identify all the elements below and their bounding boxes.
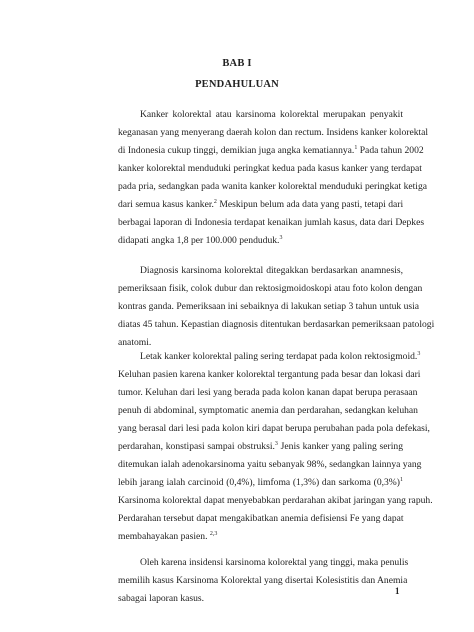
text-line: Letak kanker kolorektal paling sering terdapat pada kolon rektosigmoid.$^3$ xyxy=(140,351,421,362)
text-line: membahayakan pasien. $^{2,3}$ xyxy=(118,531,218,542)
text-line: ditemukan ialah adenokarsinoma yaitu sebanyak 98%, sedangkan lainnya yang xyxy=(118,459,422,470)
text-line: kontras ganda. Pemeriksaan ini sebaiknya di lakukan setiap 3 tahun untuk usia xyxy=(118,301,420,312)
text-line: perdarahan, konstipasi sampai obstruksi.$^3$ Jenis kanker yang paling sering xyxy=(118,441,403,452)
paragraph-2 xyxy=(118,262,435,352)
text-line: lebih jarang ialah carcinoid (0,4%), limfoma (1,3%) dan sarkoma $(0,3\%)^1$ xyxy=(118,477,403,488)
paragraph-1 xyxy=(118,106,429,250)
text-line: didapati angka 1,8 per 100.000 penduduk.$^3$ xyxy=(118,235,283,246)
text-line: Perdarahan tersebut dapat mengakibatkan anemia defisiensi Fe yang dapat xyxy=(118,513,404,524)
text-line: Karsinoma kolorektal dapat menyebabkan perdarahan akibat jaringan yang rapuh. xyxy=(118,495,433,506)
text-line: memilih kasus Karsinoma Kolorektal yang disertai Kolesistitis dan Anemia xyxy=(118,575,408,586)
text-line: keganasan yang menyerang daerah kolon dan rectum. Insidens kanker kolorektal xyxy=(118,127,429,138)
text-line: yang berasal dari lesi pada kolon kiri dapat berupa perubahan pada pola defekasi, xyxy=(118,423,430,434)
text-line: tumor. Keluhan dari lesi yang berada pada kolon kanan dapat berupa perasaan xyxy=(118,387,418,398)
text-line: Oleh karena insidensi karsinoma kolorektal yang tinggi, maka penulis xyxy=(140,557,409,568)
text-line: sabagai laporan kasus. xyxy=(118,593,205,604)
text-line: anatomi. xyxy=(118,337,152,348)
text-line: Kanker kolorektal atau karsinoma kolorektal merupakan penyakit xyxy=(140,109,403,120)
text-line: diatas 45 tahun. Kepastian diagnosis ditentukan berdasarkan pemeriksaan patologi xyxy=(118,319,435,330)
text-line: di Indonesia cukup tinggi, demikian juga angka kematiannya.$^1$ Pada tahun 2002 xyxy=(118,145,424,156)
page-number: 1 xyxy=(395,586,400,596)
text-line: Keluhan pasien karena kanker kolorektal tergantung pada besar dan lokasi dari xyxy=(118,369,421,380)
chapter-title: PENDAHULUAN xyxy=(195,79,279,90)
text-line: pada pria, sedangkan pada wanita kanker kolorektal menduduki peringkat ketiga xyxy=(118,181,428,192)
text-line: dari semua kasus kanker.$^2$ Meskipun belum ada data yang pasti, tetapi dari xyxy=(118,199,404,210)
text-line: pemeriksaan fisik, colok dubur dan rektosigmoidoskopi atau foto kolon dengan xyxy=(118,283,423,294)
text-line: Diagnosis karsinoma kolorektal ditegakkan berdasarkan anamnesis, xyxy=(140,265,403,276)
text-line: berbagai laporan di Indonesia terdapat kenaikan jumlah kasus, data dari Depkes xyxy=(118,217,425,228)
paragraph-4 xyxy=(118,554,409,608)
text-line: kanker kolorektal menduduki peringkat kedua pada kasus kanker yang terdapat xyxy=(118,163,422,174)
text-line: penuh di abdominal, symptomatic anemia dan perdarahan, sedangkan keluhan xyxy=(118,405,418,416)
chapter-label: BAB I xyxy=(222,58,252,69)
paragraph-3 xyxy=(118,348,433,546)
